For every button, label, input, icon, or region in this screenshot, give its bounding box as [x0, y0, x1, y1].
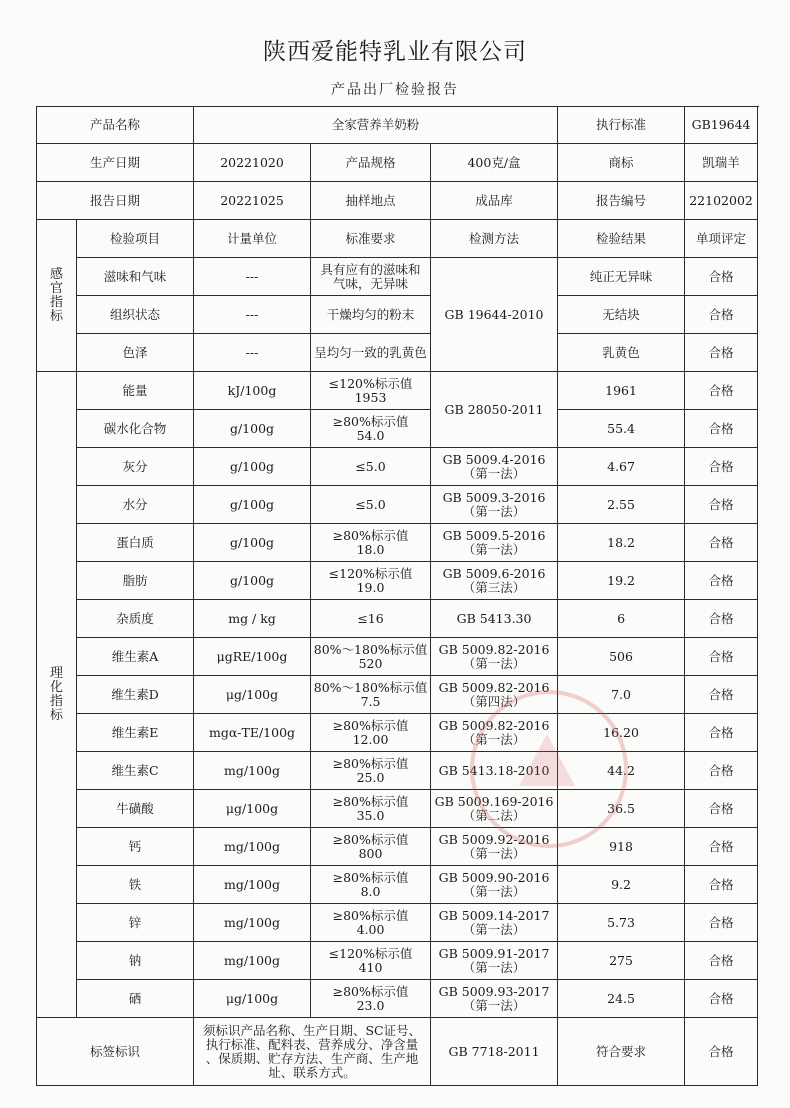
item-cell: 维生素A — [77, 638, 194, 676]
verdict-cell: 合格 — [685, 638, 758, 676]
col-header-unit: 计量单位 — [194, 220, 311, 258]
label-verdict-cell: 合格 — [685, 1018, 758, 1086]
requirement-cell: ≤120%标示值 410 — [311, 942, 431, 980]
company-name: 陕西爱能特乳业有限公司 — [263, 39, 527, 65]
requirement-cell: ≥80%标示值 35.0 — [311, 790, 431, 828]
result-cell: 无结块 — [558, 296, 685, 334]
unit-cell: --- — [194, 258, 311, 296]
label-item-cell: 标签标识 — [37, 1018, 194, 1086]
unit-cell: mg/100g — [194, 828, 311, 866]
method-cell: GB 5009.90-2016 （第一法） — [431, 866, 558, 904]
verdict-cell: 合格 — [685, 714, 758, 752]
requirement-cell: ≥80%标示值 54.0 — [311, 410, 431, 448]
verdict-cell: 合格 — [685, 866, 758, 904]
method-cell: GB 5009.82-2016 （第一法） — [431, 638, 558, 676]
item-cell: 色泽 — [77, 334, 194, 372]
result-cell: 36.5 — [558, 790, 685, 828]
unit-cell: μg/100g — [194, 676, 311, 714]
table-row — [37, 448, 758, 486]
table-row — [37, 980, 758, 1018]
requirement-cell: ≤5.0 — [311, 486, 431, 524]
standard-value: GB19644 — [685, 107, 758, 144]
verdict-cell: 合格 — [685, 828, 758, 866]
item-cell: 维生素D — [77, 676, 194, 714]
result-cell: 7.0 — [558, 676, 685, 714]
table-row — [37, 258, 758, 296]
label-row — [37, 1018, 758, 1086]
unit-cell: μg/100g — [194, 790, 311, 828]
info-row-3 — [37, 182, 758, 220]
item-cell: 维生素E — [77, 714, 194, 752]
item-cell: 铁 — [77, 866, 194, 904]
product-name-value: 全家营养羊奶粉 — [194, 107, 558, 144]
unit-cell: g/100g — [194, 562, 311, 600]
method-cell: GB 5009.92-2016 （第一法） — [431, 828, 558, 866]
requirement-cell: ≤120%标示值 1953 — [311, 372, 431, 410]
verdict-cell: 合格 — [685, 524, 758, 562]
method-cell: GB 5009.6-2016 （第三法） — [431, 562, 558, 600]
report-title: 产品出厂检验报告 — [331, 82, 459, 98]
unit-cell: μg/100g — [194, 980, 311, 1018]
report-date-value: 20221025 — [194, 182, 311, 220]
item-cell: 能量 — [77, 372, 194, 410]
result-cell: 44.2 — [558, 752, 685, 790]
result-cell: 4.67 — [558, 448, 685, 486]
requirement-cell: ≤5.0 — [311, 448, 431, 486]
sampling-value: 成品库 — [431, 182, 558, 220]
verdict-cell: 合格 — [685, 676, 758, 714]
label-method-cell: GB 7718-2011 — [431, 1018, 558, 1086]
result-cell: 乳黄色 — [558, 334, 685, 372]
brand-value: 凯瑞羊 — [685, 144, 758, 182]
requirement-cell: 80%～180%标示值 520 — [311, 638, 431, 676]
unit-cell: --- — [194, 334, 311, 372]
item-cell: 牛磺酸 — [77, 790, 194, 828]
result-cell: 1961 — [558, 372, 685, 410]
prod-date-label: 生产日期 — [37, 144, 194, 182]
table-row — [37, 942, 758, 980]
verdict-cell: 合格 — [685, 334, 758, 372]
result-cell: 2.55 — [558, 486, 685, 524]
result-cell: 275 — [558, 942, 685, 980]
result-cell: 19.2 — [558, 562, 685, 600]
physchem-category-label: 理 化 指 标 — [37, 372, 77, 1018]
unit-cell: mg / kg — [194, 600, 311, 638]
table-row — [37, 410, 758, 448]
unit-cell: mg/100g — [194, 942, 311, 980]
verdict-cell: 合格 — [685, 372, 758, 410]
unit-cell: g/100g — [194, 410, 311, 448]
item-cell: 维生素C — [77, 752, 194, 790]
result-cell: 55.4 — [558, 410, 685, 448]
method-cell: GB 5009.5-2016 （第一法） — [431, 524, 558, 562]
unit-cell: mg/100g — [194, 904, 311, 942]
table-row — [37, 600, 758, 638]
item-cell: 脂肪 — [77, 562, 194, 600]
requirement-cell: ≤16 — [311, 600, 431, 638]
method-cell: GB 5009.91-2017 （第一法） — [431, 942, 558, 980]
result-cell: 5.73 — [558, 904, 685, 942]
sampling-label: 抽样地点 — [311, 182, 431, 220]
requirement-cell: 具有应有的滋味和 气味，无异味 — [311, 258, 431, 296]
table-row — [37, 296, 758, 334]
info-row-2 — [37, 144, 758, 182]
requirement-cell: ≥80%标示值 25.0 — [311, 752, 431, 790]
table-row — [37, 714, 758, 752]
requirement-cell: ≥80%标示值 23.0 — [311, 980, 431, 1018]
brand-label: 商标 — [558, 144, 685, 182]
verdict-cell: 合格 — [685, 448, 758, 486]
method-cell: GB 5009.14-2017 （第一法） — [431, 904, 558, 942]
table-row — [37, 904, 758, 942]
verdict-cell: 合格 — [685, 296, 758, 334]
verdict-cell: 合格 — [685, 410, 758, 448]
verdict-cell: 合格 — [685, 980, 758, 1018]
item-cell: 滋味和气味 — [77, 258, 194, 296]
sensory-category-label: 感 官 指 标 — [37, 220, 77, 372]
col-header-verdict: 单项评定 — [685, 220, 758, 258]
unit-cell: mg/100g — [194, 752, 311, 790]
requirement-cell: ≤120%标示值 19.0 — [311, 562, 431, 600]
verdict-cell: 合格 — [685, 600, 758, 638]
requirement-cell: ≥80%标示值 18.0 — [311, 524, 431, 562]
method-cell: GB 5009.93-2017 （第一法） — [431, 980, 558, 1018]
table-row — [37, 828, 758, 866]
item-cell: 杂质度 — [77, 600, 194, 638]
report-no-value: 22102002 — [685, 182, 758, 220]
table-row — [37, 638, 758, 676]
table-row — [37, 866, 758, 904]
table-row — [37, 372, 758, 410]
method-cell: GB 5413.18-2010 — [431, 752, 558, 790]
prod-date-value: 20221020 — [194, 144, 311, 182]
col-header-item: 检验项目 — [77, 220, 194, 258]
verdict-cell: 合格 — [685, 486, 758, 524]
table-row — [37, 334, 758, 372]
energy-method-cell: GB 28050-2011 — [431, 372, 558, 448]
requirement-cell: ≥80%标示值 800 — [311, 828, 431, 866]
result-cell: 506 — [558, 638, 685, 676]
table-row — [37, 524, 758, 562]
item-cell: 硒 — [77, 980, 194, 1018]
result-cell: 6 — [558, 600, 685, 638]
unit-cell: g/100g — [194, 524, 311, 562]
result-cell: 24.5 — [558, 980, 685, 1018]
item-cell: 蛋白质 — [77, 524, 194, 562]
result-cell: 9.2 — [558, 866, 685, 904]
unit-cell: μgRE/100g — [194, 638, 311, 676]
verdict-cell: 合格 — [685, 942, 758, 980]
requirement-cell: ≥80%标示值 8.0 — [311, 866, 431, 904]
label-result-cell: 符合要求 — [558, 1018, 685, 1086]
requirement-cell: 呈均匀一致的乳黄色 — [311, 334, 431, 372]
method-cell: GB 5009.4-2016 （第一法） — [431, 448, 558, 486]
table-row — [37, 486, 758, 524]
item-cell: 锌 — [77, 904, 194, 942]
unit-cell: mg/100g — [194, 866, 311, 904]
method-cell: GB 5413.30 — [431, 600, 558, 638]
col-header-requirement: 标准要求 — [311, 220, 431, 258]
unit-cell: g/100g — [194, 486, 311, 524]
inspection-table — [36, 106, 758, 1086]
product-name-label: 产品名称 — [37, 107, 194, 144]
method-cell: GB 5009.82-2016 （第一法） — [431, 714, 558, 752]
table-row — [37, 676, 758, 714]
result-cell: 纯正无异味 — [558, 258, 685, 296]
requirement-cell: 干燥均匀的粉末 — [311, 296, 431, 334]
item-cell: 钙 — [77, 828, 194, 866]
spec-label: 产品规格 — [311, 144, 431, 182]
verdict-cell: 合格 — [685, 562, 758, 600]
table-row — [37, 752, 758, 790]
label-requirement-cell: 须标识产品名称、生产日期、SC证号、 执行标准、配料表、营养成分、净含量 、保质期、贮存方法、生产商、生产地 址、联系方式。 — [194, 1018, 431, 1086]
requirement-cell: ≥80%标示值 12.00 — [311, 714, 431, 752]
info-row-1 — [37, 107, 758, 144]
requirement-cell: ≥80%标示值 4.00 — [311, 904, 431, 942]
col-header-method: 检测方法 — [431, 220, 558, 258]
result-cell: 16.20 — [558, 714, 685, 752]
sensory-method-cell: GB 19644-2010 — [431, 258, 558, 372]
table-row — [37, 790, 758, 828]
unit-cell: --- — [194, 296, 311, 334]
spec-value: 400克/盒 — [431, 144, 558, 182]
item-cell: 灰分 — [77, 448, 194, 486]
method-cell: GB 5009.169-2016 （第二法） — [431, 790, 558, 828]
verdict-cell: 合格 — [685, 790, 758, 828]
column-header-row — [37, 220, 758, 258]
method-cell: GB 5009.82-2016 （第四法） — [431, 676, 558, 714]
result-cell: 918 — [558, 828, 685, 866]
verdict-cell: 合格 — [685, 752, 758, 790]
method-cell: GB 5009.3-2016 （第一法） — [431, 486, 558, 524]
unit-cell: kJ/100g — [194, 372, 311, 410]
result-cell: 18.2 — [558, 524, 685, 562]
verdict-cell: 合格 — [685, 904, 758, 942]
item-cell: 水分 — [77, 486, 194, 524]
col-header-result: 检验结果 — [558, 220, 685, 258]
standard-label: 执行标准 — [558, 107, 685, 144]
unit-cell: g/100g — [194, 448, 311, 486]
requirement-cell: 80%～180%标示值 7.5 — [311, 676, 431, 714]
report-no-label: 报告编号 — [558, 182, 685, 220]
report-date-label: 报告日期 — [37, 182, 194, 220]
table-row — [37, 562, 758, 600]
item-cell: 钠 — [77, 942, 194, 980]
unit-cell: mgα-TE/100g — [194, 714, 311, 752]
verdict-cell: 合格 — [685, 258, 758, 296]
item-cell: 组织状态 — [77, 296, 194, 334]
item-cell: 碳水化合物 — [77, 410, 194, 448]
